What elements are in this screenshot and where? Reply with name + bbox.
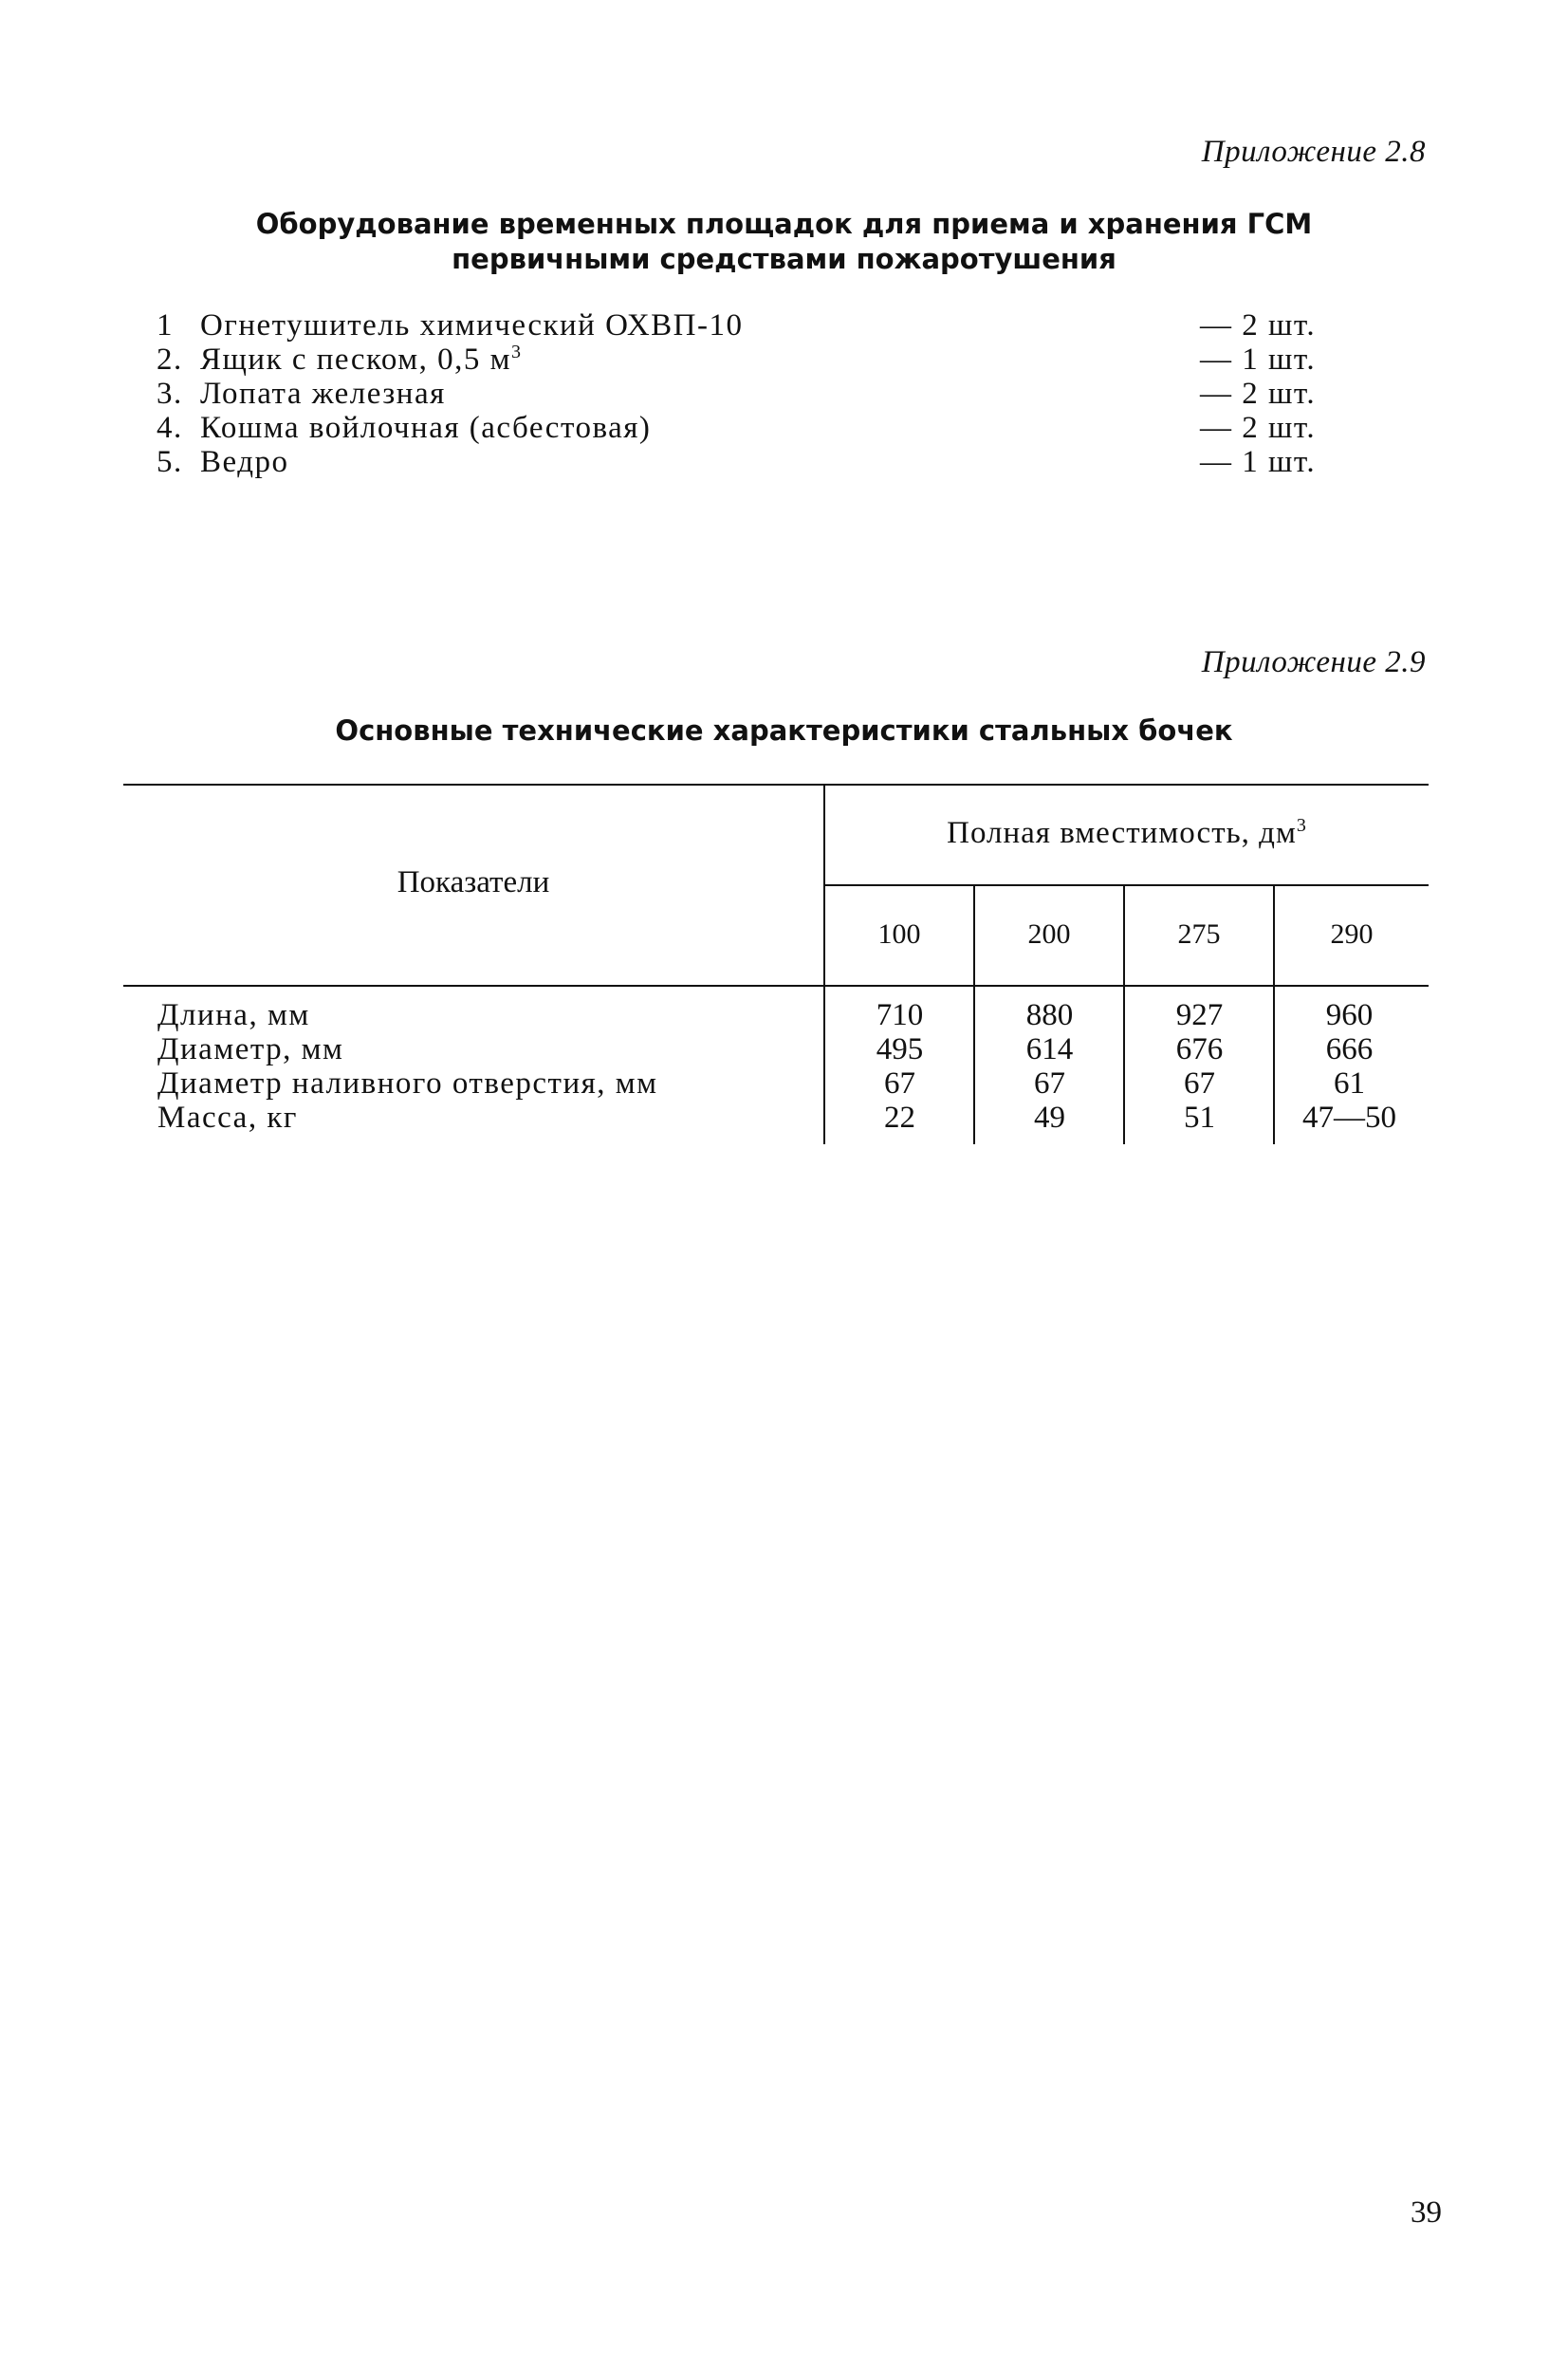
item-quantity: — 1 шт. [1200, 343, 1317, 377]
column-header-290: 290 [1330, 918, 1374, 950]
appendix-2-9-title: Основные технические характеристики стальных бочек [335, 714, 1233, 747]
list-item [157, 343, 1342, 377]
appendix-2-8-label: Приложение 2.8 [1201, 135, 1426, 169]
table-cell: 666 [1325, 1032, 1374, 1066]
row-label: Длина, мм [157, 998, 310, 1032]
table-cell: 67 [1034, 1066, 1065, 1101]
item-text: Лопата железная [200, 377, 446, 411]
header-capacity-text: Полная вместимость, дм [947, 816, 1297, 850]
row-label: Диаметр, мм [157, 1032, 344, 1066]
item-number: 4. [157, 411, 183, 445]
table-cell: 880 [1025, 998, 1074, 1032]
appendix-2-8-title-line1: Оборудование временных площадок для приема и хранения ГСМ [255, 208, 1313, 240]
page-number: 39 [1411, 2196, 1442, 2230]
header-bottom-rule [123, 985, 1429, 987]
item-superscript: 3 [511, 342, 523, 362]
column-header-100: 100 [877, 918, 921, 950]
header-indicators: Показатели [397, 865, 550, 899]
column-header-275: 275 [1177, 918, 1221, 950]
table-cell: 67 [884, 1066, 915, 1101]
table-cell: 927 [1175, 998, 1224, 1032]
item-quantity: — 2 шт. [1200, 411, 1317, 445]
item-quantity: — 2 шт. [1200, 377, 1317, 411]
item-text: Кошма войлочная (асбестовая) [200, 411, 652, 445]
equipment-list [157, 308, 1342, 479]
item-text: Ящик с песком, 0,5 м [200, 343, 512, 377]
list-item [157, 445, 1342, 479]
item-quantity: — 2 шт. [1200, 308, 1317, 343]
table-cell: 51 [1184, 1101, 1215, 1135]
table-cell: 960 [1325, 998, 1374, 1032]
table-cell: 22 [884, 1101, 915, 1135]
table-cell: 495 [876, 1032, 924, 1066]
item-number: 2. [157, 343, 183, 377]
appendix-2-9-label: Приложение 2.9 [1201, 645, 1426, 679]
column-header-200: 200 [1027, 918, 1071, 950]
table-cell: 61 [1334, 1066, 1365, 1101]
item-text: Огнетушитель химический ОХВП-10 [200, 308, 744, 343]
header-capacity [825, 816, 1429, 851]
list-item [157, 377, 1342, 411]
header-capacity-superscript: 3 [1296, 815, 1307, 836]
list-item [157, 411, 1342, 445]
row-label: Масса, кг [157, 1101, 298, 1135]
row-label: Диаметр наливного отверстия, мм [157, 1066, 658, 1101]
item-number: 5. [157, 445, 183, 479]
table-cell: 47—50 [1302, 1101, 1396, 1135]
item-quantity: — 1 шт. [1200, 445, 1317, 479]
item-number: 1 [157, 308, 174, 343]
list-item [157, 308, 1342, 343]
table-cell: 614 [1025, 1032, 1074, 1066]
item-text: Ведро [200, 445, 289, 479]
capacity-header-rule [823, 884, 1429, 886]
item-number: 3. [157, 377, 183, 411]
table-cell: 710 [876, 998, 924, 1032]
barrel-specs-table [123, 784, 1429, 1144]
table-top-rule [123, 784, 1429, 786]
table-cell: 676 [1175, 1032, 1224, 1066]
table-cell: 67 [1184, 1066, 1215, 1101]
table-cell: 49 [1034, 1101, 1065, 1135]
appendix-2-8-title-line2: первичными средствами пожаротушения [452, 243, 1116, 275]
